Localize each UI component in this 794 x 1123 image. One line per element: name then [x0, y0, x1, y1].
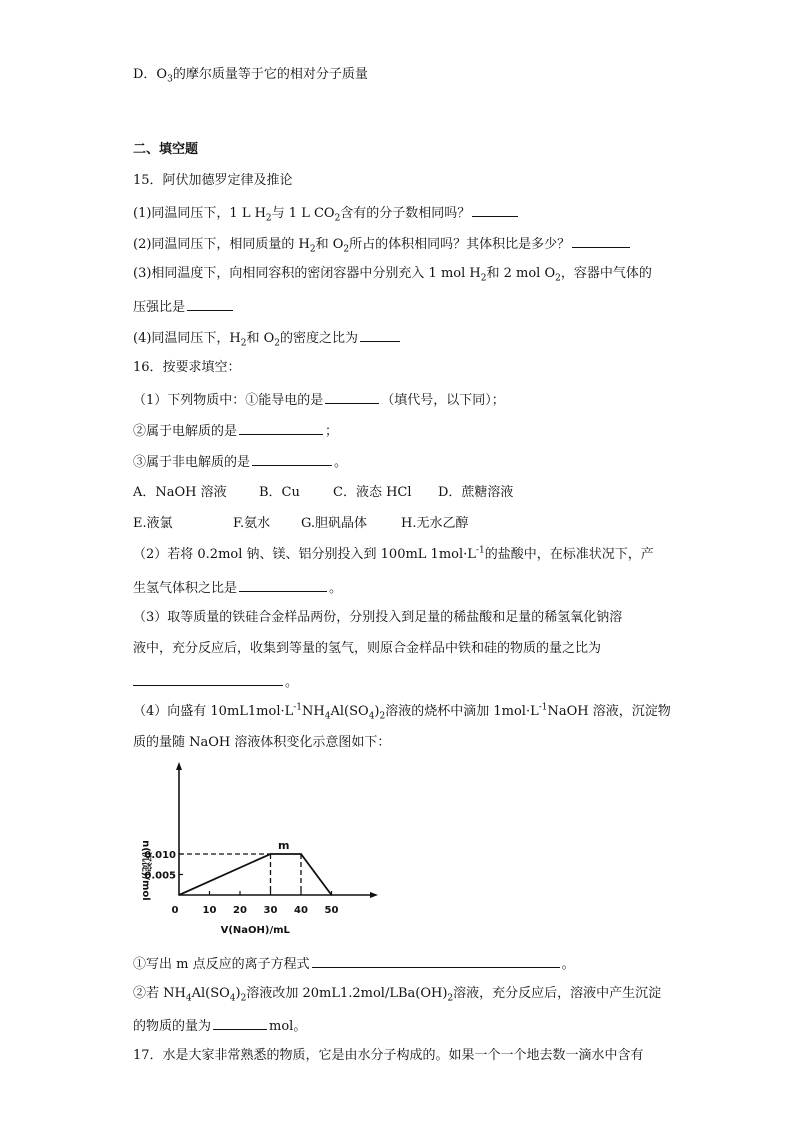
- question-16-title: 16．按要求填空：: [133, 360, 241, 375]
- question-16-part-3: （3）取等质量的铁硅合金样品两份，分别投入到足量的稀盐酸和足量的稀氢氧化钠溶: [133, 610, 623, 625]
- question-15-part-3: (3)相同温度下，向相同容积的密闭容器中分别充入 1 mol $H_2$和 2 mol $O_2$，容器中气体的: [133, 266, 652, 284]
- option-f: F.氨水: [233, 516, 271, 531]
- answer-blank[interactable]: [133, 672, 283, 686]
- option-h: H.无水乙醇: [401, 516, 469, 531]
- question-16-part-1-2: ②属于电解质的是 ；: [133, 421, 338, 441]
- question-15-part-3-cont: 压强比是: [133, 297, 235, 317]
- question-16-m-2: ②若 $NH_4Al(SO_4)_2$溶液改加 $20mL1.2mol/LBa(OH)_2$溶液，充分反应后，溶液中产生沉淀: [133, 986, 662, 1004]
- option-d: D．蔗糖溶液: [438, 485, 514, 500]
- question-15-title: 15．阿伏加德罗定律及推论: [133, 173, 293, 188]
- answer-blank[interactable]: [312, 954, 560, 968]
- option-d-line: D．$O_3$的摩尔质量等于它的相对分子质量: [133, 67, 368, 85]
- question-16-part-4-cont: 质的量随 NaOH 溶液体积变化示意图如下：: [133, 735, 391, 750]
- answer-blank[interactable]: [252, 452, 332, 466]
- answer-blank[interactable]: [472, 203, 518, 217]
- precipitate-series-line: [179, 854, 332, 895]
- answer-blank[interactable]: [239, 578, 327, 592]
- data-point: [331, 894, 333, 896]
- question-16-part-2: （2）若将 0.2mol 钠、镁、铝分别投入到 100mL $1mol\cdot L^{-1}$的盐酸中，在标准状况下，产: [133, 545, 654, 562]
- precipitate-chart: [133, 760, 393, 940]
- answer-blank[interactable]: [187, 297, 233, 311]
- x-axis-arrow: [370, 892, 378, 898]
- x-tick-label: 0: [171, 905, 179, 916]
- data-point: [178, 894, 180, 896]
- section-title: 二、填空题: [133, 142, 199, 157]
- answer-blank[interactable]: [213, 1016, 267, 1030]
- options-row-1: [133, 484, 513, 502]
- x-tick-label: 30: [263, 905, 278, 916]
- option-b: B．Cu: [259, 485, 300, 500]
- question-16-part-2-cont: 生氢气体积之比是 。: [133, 578, 342, 598]
- option-c: C．液态 HCl: [333, 485, 412, 500]
- question-17-title: 17．水是大家非常熟悉的物质，它是由水分子构成的。如果一个一个地去数一滴水中含有: [133, 1048, 644, 1063]
- options-row-2: [133, 515, 468, 533]
- chart-series: [178, 839, 332, 896]
- chart-axes: [176, 762, 378, 898]
- y-tick-label: 0.010: [144, 850, 176, 861]
- option-g: G.胆矾晶体: [301, 516, 368, 531]
- question-16-m-1: ①写出 m 点反应的离子方程式 。: [133, 954, 575, 974]
- question-16-part-1-3: ③属于非电解质的是 。: [133, 452, 347, 472]
- option-a: A．NaOH 溶液: [133, 485, 227, 500]
- question-15-part-2: (2)同温同压下，相同质量的 $H_2$和 $O_2$所占的体积相同吗？其体积比是多少？: [133, 234, 632, 254]
- answer-blank[interactable]: [572, 234, 630, 248]
- question-16-part-3-cont: 液中，充分反应后，收集到等量的氢气，则原合金样品中铁和硅的物质的量之比为: [133, 641, 602, 656]
- question-16-m-2-cont: 的物质的量为 mol。: [133, 1016, 306, 1036]
- y-axis-label: n(沉淀)/mol: [140, 840, 151, 901]
- y-axis-arrow: [176, 762, 182, 770]
- point-m-label: m: [278, 839, 290, 852]
- data-point: [300, 853, 302, 855]
- question-15-part-4: (4)同温同压下，$H_2$和 $O_2$的密度之比为: [133, 328, 402, 348]
- data-point: [270, 853, 272, 855]
- answer-blank[interactable]: [360, 328, 400, 342]
- x-tick-label: 20: [233, 905, 247, 916]
- question-15-part-1: (1)同温同压下，1 L $H_2$与 1 L $CO_2$含有的分子数相同吗？: [133, 203, 520, 223]
- x-axis-label: V(NaOH)/mL: [220, 925, 290, 936]
- x-tick-label: 10: [202, 905, 217, 916]
- answer-blank[interactable]: [325, 390, 379, 404]
- question-16-part-4: （4）向盛有 $10mL1mol\cdot L^{-1}NH_4Al(SO_4)_2$溶液的烧杯中滴加 $1mol\cdot L^{-1}NaOH$ 溶液，沉淀物: [133, 702, 671, 722]
- option-e: E.液氯: [133, 516, 173, 531]
- x-tick-label: 40: [294, 905, 308, 916]
- question-16-part-3-answer: 。: [133, 672, 298, 692]
- x-tick-label: 50: [324, 905, 339, 916]
- question-16-part-1: （1）下列物质中：①能导电的是 （填代号，以下同）；: [133, 390, 505, 410]
- y-tick-label: 0.005: [144, 870, 176, 882]
- answer-blank[interactable]: [239, 421, 323, 435]
